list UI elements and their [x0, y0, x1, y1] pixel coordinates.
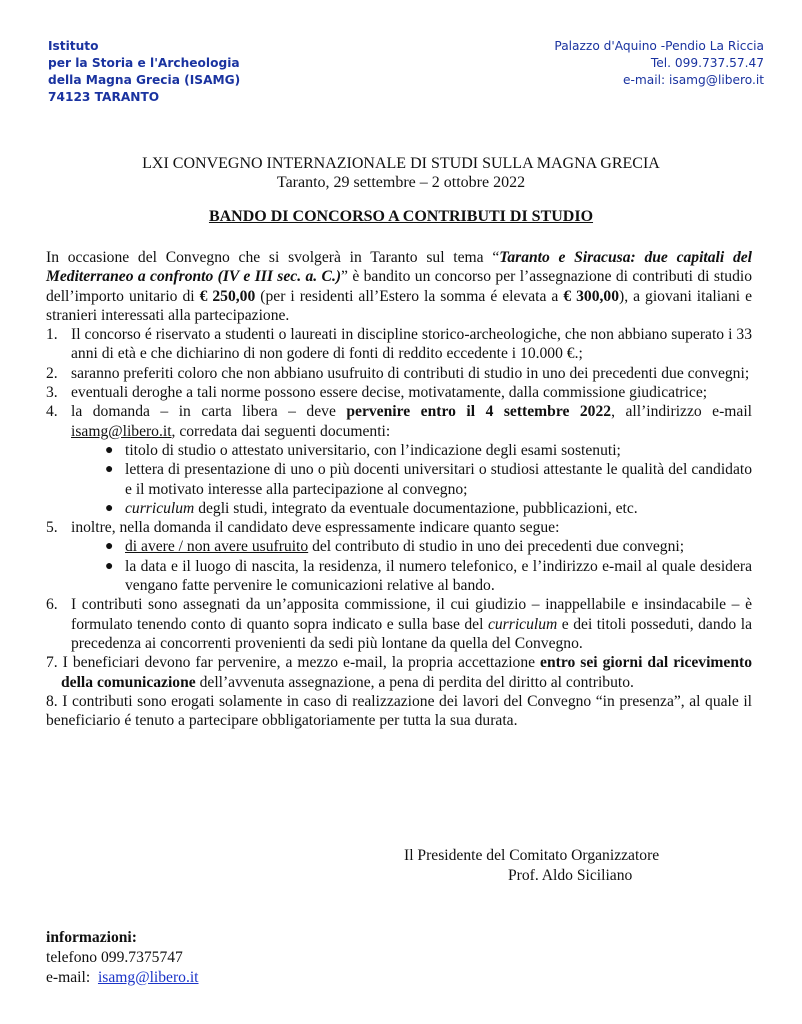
deadline: pervenire entro il 4 settembre 2022 — [346, 403, 612, 421]
conference-dates: Taranto, 29 settembre – 2 ottobre 2022 — [276, 174, 526, 191]
grant-amount-abroad: € 300,00 — [563, 287, 620, 305]
bullet-icon: ● — [105, 462, 114, 478]
declaration-item: ● di avere / non avere usufruito del contributo di studio in uno dei precedenti due convegni; — [105, 538, 685, 556]
info-email-line — [46, 968, 199, 988]
phone-line: Tel. 099.737.57.47 — [650, 56, 764, 70]
conference-theme: Taranto e Siracusa: due capitali del Mediterraneo a confronto (IV e III sec. a. C.) — [46, 249, 752, 286]
document-item: ● lettera di presentazione di uno o più docenti universitari o studiosi attestante le qualità del candidato e il motivato interesse alla partecipazione al convegno; — [105, 461, 752, 498]
institute-name-line: Istituto — [48, 39, 99, 53]
email-line: e-mail: isamg@libero.it — [622, 73, 764, 87]
rule-item — [46, 518, 752, 595]
rule-number: 2. — [46, 364, 58, 382]
bullet-icon: ● — [105, 539, 114, 555]
email-link[interactable]: isamg@libero.it — [71, 422, 172, 440]
bullet-icon: ● — [105, 500, 114, 516]
rule-item — [46, 383, 752, 402]
signature-role: Il Presidente del Comitato Organizzatore — [404, 847, 660, 864]
conference-title-block — [0, 154, 802, 192]
rule-text: eventuali deroghe a tali norme possono essere decise, motivatamente, dalla commissione giudicatrice; — [71, 384, 708, 402]
rule-item — [46, 364, 752, 383]
rule-item-7: 7. I beneficiari devono far pervenire, a mezzo e-mail, la propria accettazione entro sei giorni dal ricevimento della comunicazione dell’avvenuta assegnazione, a pena di perdita del diritto al contributo. — [46, 654, 752, 691]
rule-text: saranno preferiti coloro che non abbiano usufruito di contributi di studio in uno dei precedenti due convegni; — [71, 364, 750, 382]
documents-list — [71, 441, 752, 518]
info-title: informazioni: — [46, 929, 137, 946]
rule-text: inoltre, nella domanda il candidato deve espressamente indicare quanto segue: — [71, 519, 560, 537]
signature-block — [404, 846, 659, 886]
rule-number: 4. — [46, 403, 58, 421]
institute-header — [48, 38, 240, 106]
rule-number: 1. — [46, 326, 58, 344]
conference-title: LXI CONVEGNO INTERNAZIONALE DI STUDI SULLA MAGNA GRECIA — [142, 155, 660, 172]
document-item: ● curriculum degli studi, integrato da eventuale documentazione, pubblicazioni, etc. — [105, 499, 638, 517]
rule-item: 6. I contributi sono assegnati da un’apposita commissione, il cui giudizio – inappellabile e insindacabile – è formulato tenendo conto di quanto sopra indicato e sulla base del curriculum e dei titoli posseduti, dando la precedenza ai concorrenti provenienti da sedi più lontane da quella del Convegno. — [46, 596, 753, 652]
document-item: ● titolo di studio o attestato universitario, con l’indicazione degli esami sostenuti; — [105, 441, 621, 459]
rules-list — [46, 325, 752, 653]
call-title: BANDO DI CONCORSO A CONTRIBUTI DI STUDIO — [208, 208, 594, 225]
bullet-icon: ● — [105, 558, 114, 574]
declaration-list — [71, 537, 752, 595]
rule-number: 3. — [46, 384, 58, 402]
rule-text: Il concorso é riservato a studenti o laureati in discipline storico-archeologiche, che non abbiano superato i 33 anni di età e che dichiarino di non godere di fonti di reddito eccedente i 10.000 €.; — [71, 326, 752, 363]
bullet-icon: ● — [105, 442, 114, 458]
document-body — [46, 248, 752, 730]
address-line: Palazzo d'Aquino -Pendio La Riccia — [554, 39, 764, 53]
rule-item — [46, 325, 752, 364]
rule-number: 5. — [46, 519, 58, 537]
signature-name: Prof. Aldo Siciliano — [508, 867, 633, 884]
rule-number: 6. — [46, 596, 58, 614]
institute-name-line: della Magna Grecia (ISAMG) — [48, 73, 241, 87]
rule-item-8: 8. I contributi sono erogati solamente in caso di realizzazione dei lavori del Convegno “in presenza”, al quale il beneficiario é tenuto a partecipare obbligatoriamente per tutta la sua durata. — [46, 692, 752, 730]
rule-item: 4. la domanda – in carta libera – deve pervenire entro il 4 settembre 2022, all’indirizzo e-mail isamg@libero.it, corredata dai seguenti documenti: ● titolo di studio o attestato universitario, con l’indicazione degli esami sostenuti; ● lettera di presentazione di uno o più docenti universitari o studiosi attestante le qualità del candidato e il motivato interesse alla partecipazione al convegno; ● curriculum degli studi, integrato da eventuale documentazione, pubblicazioni, etc. — [46, 403, 753, 517]
declaration-item: ● la data e il luogo di nascita, la residenza, il numero telefonico, e l’indirizzo e-mail al quale desidera vengano fatte pervenire le comunicazioni relative al bando. — [105, 557, 752, 595]
info-email-label: e-mail: — [46, 969, 98, 986]
info-block — [46, 928, 199, 988]
institute-name-line: per la Storia e l'Archeologia — [48, 56, 240, 70]
acceptance-deadline: entro sei giorni dal ricevimento della comunicazione — [61, 654, 752, 691]
intro-paragraph: In occasione del Convegno che si svolgerà in Taranto sul tema “Taranto e Siracusa: due capitali del Mediterraneo a confronto (IV e III sec. a. C.)” è bandito un concorso per l’assegnazione di contributi di studio dell’importo unitario di € 250,00 (per i residenti all’Estero la somma é elevata a € 300,00), a giovani italiani e stranieri interessati alla partecipazione. — [46, 249, 753, 324]
contact-header — [554, 38, 764, 89]
institute-city-line: 74123 TARANTO — [48, 90, 160, 104]
info-email-link[interactable]: isamg@libero.it — [97, 969, 199, 986]
grant-amount: € 250,00 — [199, 287, 256, 305]
info-phone: telefono 099.7375747 — [46, 949, 183, 966]
